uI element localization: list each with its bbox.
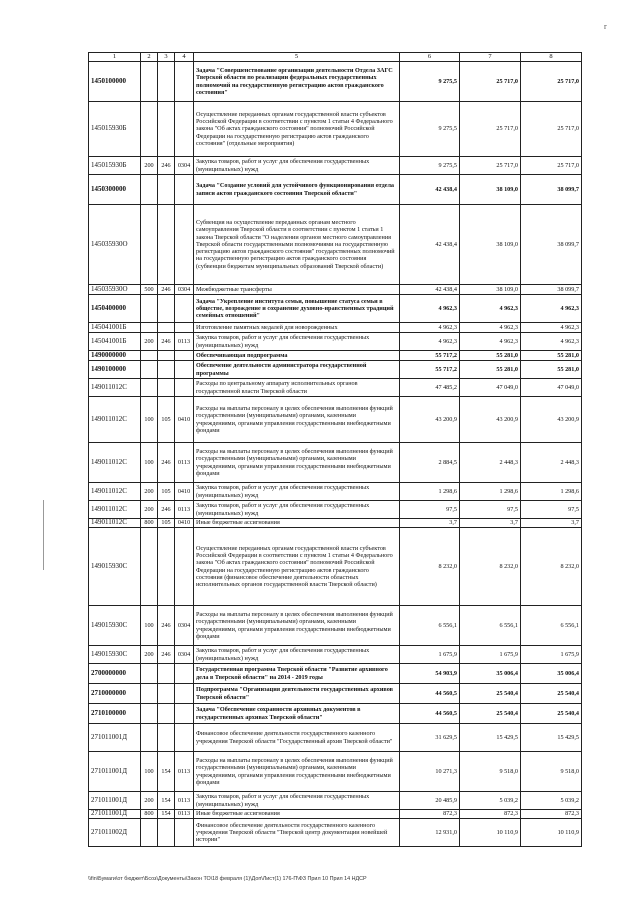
- table-row: [89, 810, 582, 819]
- amount-2015-cell: 47 485,2: [400, 379, 460, 397]
- subsection-cell: [158, 684, 175, 704]
- expense-type-cell: 0304: [175, 157, 194, 175]
- table-row: [89, 333, 582, 351]
- amount-2015-cell: 1 675,9: [400, 646, 460, 664]
- section-cell: [141, 351, 158, 361]
- code-cell: 149011012С: [89, 519, 141, 528]
- expense-type-cell: 0410: [175, 397, 194, 443]
- amount-2016-cell: 872,3: [460, 810, 521, 819]
- description-cell: Изготовление памятных медалей для новорожденных: [194, 323, 400, 333]
- amount-2016-cell: 25 717,0: [460, 102, 521, 157]
- amount-2016-cell: 10 110,9: [460, 819, 521, 847]
- amount-2016-cell: 15 429,5: [460, 724, 521, 752]
- table-row: [89, 519, 582, 528]
- table-row: [89, 684, 582, 704]
- code-cell: 1490000000: [89, 351, 141, 361]
- expense-type-cell: 0113: [175, 792, 194, 810]
- subsection-cell: 105: [158, 519, 175, 528]
- table-row: [89, 646, 582, 664]
- description-cell: Государственная программа Тверской области "Развитие архивного дела в Тверской области" на 2014 - 2019 годы: [194, 664, 400, 684]
- table-row: [89, 323, 582, 333]
- amount-2015-cell: 54 903,9: [400, 664, 460, 684]
- amount-2017-cell: 1 675,9: [521, 646, 582, 664]
- table-row: [89, 295, 582, 323]
- amount-2016-cell: 6 556,1: [460, 606, 521, 646]
- budget-table: [88, 52, 582, 847]
- code-cell: 1450400000: [89, 295, 141, 323]
- amount-2015-cell: 43 200,9: [400, 397, 460, 443]
- description-cell: Межбюджетные трансферты: [194, 285, 400, 295]
- subsection-cell: 246: [158, 285, 175, 295]
- description-cell: Субвенция на осуществление переданных органам местного самоуправления Тверской области в соответствии с пунктом 1 статьи 1 закона Тверской области "О наделении органов местного самоуправления Тверской области государственными полномочиями на государственную регистрацию актов гражданского состояния" государственных полномочий на государственную регистрацию актов гражданского состояния (субвенции бюджетам муниципальных образований Тверской области): [194, 205, 400, 285]
- description-cell: Закупка товаров, работ и услуг для обеспечения государственных (муниципальных) нужд: [194, 483, 400, 501]
- section-cell: 500: [141, 285, 158, 295]
- code-cell: 2710100000: [89, 704, 141, 724]
- expense-type-cell: [175, 379, 194, 397]
- subsection-cell: [158, 323, 175, 333]
- subsection-cell: [158, 819, 175, 847]
- code-cell: 149011012С: [89, 443, 141, 483]
- amount-2016-cell: 38 109,0: [460, 285, 521, 295]
- description-cell: Финансовое обеспечение деятельности государственного казенного учреждения Тверской области "Тверской центр документации новейшей истории": [194, 819, 400, 847]
- section-cell: 100: [141, 752, 158, 792]
- expense-type-cell: 0113: [175, 501, 194, 519]
- amount-2015-cell: 4 962,3: [400, 295, 460, 323]
- amount-2016-cell: 35 006,4: [460, 664, 521, 684]
- expense-type-cell: [175, 351, 194, 361]
- subsection-cell: 105: [158, 483, 175, 501]
- table-row: [89, 606, 582, 646]
- table-row: [89, 205, 582, 285]
- expense-type-cell: 0113: [175, 752, 194, 792]
- table-row: [89, 175, 582, 205]
- section-cell: 200: [141, 792, 158, 810]
- code-cell: 271011001Д: [89, 752, 141, 792]
- amount-2017-cell: 25 717,0: [521, 62, 582, 102]
- amount-2017-cell: 25 717,0: [521, 102, 582, 157]
- description-cell: Расходы по центральному аппарату исполнительных органов государственной власти Тверской области: [194, 379, 400, 397]
- section-cell: [141, 664, 158, 684]
- description-cell: Задача "Создание условий для устойчивого функционирования отдела записи актов гражданского состояния Тверской области": [194, 175, 400, 205]
- table-row: [89, 724, 582, 752]
- description-cell: Закупка товаров, работ и услуг для обеспечения государственных (муниципальных) нужд: [194, 792, 400, 810]
- description-cell: Иные бюджетные ассигнования: [194, 519, 400, 528]
- amount-2017-cell: 3,7: [521, 519, 582, 528]
- expense-type-cell: [175, 704, 194, 724]
- description-cell: Расходы на выплаты персоналу в целях обеспечения выполнения функций государственными (муниципальными) органами, казенными учреждениями, органами управления государственными внебюджетными фондами: [194, 397, 400, 443]
- amount-2015-cell: 9 275,5: [400, 62, 460, 102]
- code-cell: 145035930О: [89, 285, 141, 295]
- amount-2017-cell: 5 039,2: [521, 792, 582, 810]
- amount-2017-cell: 38 099,7: [521, 175, 582, 205]
- amount-2015-cell: 9 275,5: [400, 157, 460, 175]
- amount-2016-cell: 8 232,0: [460, 528, 521, 606]
- description-cell: Подпрограмма "Организация деятельности государственных архивов Тверской области": [194, 684, 400, 704]
- code-cell: 149011012С: [89, 397, 141, 443]
- expense-type-cell: 0113: [175, 333, 194, 351]
- column-number: 2: [141, 53, 158, 62]
- amount-2016-cell: 4 962,3: [460, 333, 521, 351]
- amount-2015-cell: 42 438,4: [400, 175, 460, 205]
- code-cell: 149015930С: [89, 646, 141, 664]
- table-row: [89, 819, 582, 847]
- amount-2016-cell: 25 717,0: [460, 157, 521, 175]
- description-cell: Осуществление переданных органам государственной власти субъектов Российской Федерации в соответствии с пунктом 1 статьи 4 Федерального закона "Об актах гражданского состояния" полномочий Российской Федерации на государственную регистрацию актов гражданского состояния" (отдельные мероприятия): [194, 102, 400, 157]
- amount-2016-cell: 55 281,0: [460, 361, 521, 379]
- section-cell: [141, 819, 158, 847]
- table-row: [89, 102, 582, 157]
- section-cell: 200: [141, 333, 158, 351]
- expense-type-cell: [175, 664, 194, 684]
- table-row: [89, 528, 582, 606]
- amount-2017-cell: 9 518,0: [521, 752, 582, 792]
- section-cell: 200: [141, 157, 158, 175]
- amount-2017-cell: 35 006,4: [521, 664, 582, 684]
- amount-2015-cell: 3,7: [400, 519, 460, 528]
- section-cell: 200: [141, 501, 158, 519]
- amount-2016-cell: 55 281,0: [460, 351, 521, 361]
- code-cell: 271011002Д: [89, 819, 141, 847]
- section-cell: 800: [141, 810, 158, 819]
- section-cell: [141, 295, 158, 323]
- code-cell: 271011001Д: [89, 724, 141, 752]
- code-cell: 149011012С: [89, 379, 141, 397]
- section-cell: [141, 175, 158, 205]
- amount-2016-cell: 25 717,0: [460, 62, 521, 102]
- subsection-cell: [158, 102, 175, 157]
- table-row: [89, 361, 582, 379]
- description-cell: Обеспечение деятельности администратора государственной программы: [194, 361, 400, 379]
- code-cell: 1450100000: [89, 62, 141, 102]
- subsection-cell: 154: [158, 810, 175, 819]
- amount-2017-cell: 25 540,4: [521, 684, 582, 704]
- expense-type-cell: [175, 684, 194, 704]
- code-cell: 2710000000: [89, 684, 141, 704]
- description-cell: Закупка товаров, работ и услуг для обеспечения государственных (муниципальных) нужд: [194, 157, 400, 175]
- code-cell: 145015930Б: [89, 157, 141, 175]
- expense-type-cell: [175, 819, 194, 847]
- subsection-cell: [158, 205, 175, 285]
- subsection-cell: [158, 664, 175, 684]
- amount-2015-cell: 10 271,3: [400, 752, 460, 792]
- amount-2017-cell: 25 540,4: [521, 704, 582, 724]
- amount-2016-cell: 5 039,2: [460, 792, 521, 810]
- description-cell: Расходы на выплаты персоналу в целях обеспечения выполнения функций государственными (муниципальными) органами, казенными учреждениями, органами управления государственными внебюджетными фондами: [194, 443, 400, 483]
- section-cell: [141, 684, 158, 704]
- section-cell: [141, 62, 158, 102]
- code-cell: 271011001Д: [89, 792, 141, 810]
- amount-2015-cell: 6 556,1: [400, 606, 460, 646]
- amount-2016-cell: 97,5: [460, 501, 521, 519]
- subsection-cell: [158, 704, 175, 724]
- subsection-cell: [158, 351, 175, 361]
- expense-type-cell: [175, 528, 194, 606]
- amount-2017-cell: 4 962,3: [521, 295, 582, 323]
- description-cell: Закупка товаров, работ и услуг для обеспечения государственных (муниципальных) нужд: [194, 646, 400, 664]
- section-cell: [141, 724, 158, 752]
- section-cell: 200: [141, 483, 158, 501]
- code-cell: 2700000000: [89, 664, 141, 684]
- section-cell: [141, 323, 158, 333]
- expense-type-cell: 0304: [175, 646, 194, 664]
- table-row: [89, 792, 582, 810]
- section-cell: 800: [141, 519, 158, 528]
- table-row: [89, 285, 582, 295]
- description-cell: Расходы на выплаты персоналу в целях обеспечения выполнения функций государственными (муниципальными) органами, казенными учреждениями, органами управления государственными внебюджетными фондами: [194, 606, 400, 646]
- section-cell: [141, 102, 158, 157]
- expense-type-cell: 0410: [175, 483, 194, 501]
- code-cell: 1490100000: [89, 361, 141, 379]
- subsection-cell: [158, 724, 175, 752]
- amount-2016-cell: 4 962,3: [460, 295, 521, 323]
- subsection-cell: [158, 528, 175, 606]
- corner-mark: r: [604, 22, 607, 31]
- code-cell: 145035930О: [89, 205, 141, 285]
- subsection-cell: 105: [158, 397, 175, 443]
- expense-type-cell: [175, 62, 194, 102]
- amount-2015-cell: 31 629,5: [400, 724, 460, 752]
- column-number: 8: [521, 53, 582, 62]
- amount-2017-cell: 43 200,9: [521, 397, 582, 443]
- subsection-cell: [158, 361, 175, 379]
- amount-2015-cell: 42 438,4: [400, 205, 460, 285]
- description-cell: Осуществление переданных органам государственной власти субъектов Российской Федерации в соответствии с пунктом 1 статьи 4 Федерального закона "Об актах гражданского состояния" полномочий Российской Федерации на государственную регистрацию актов гражданского состояния (финансовое обеспечение деятельности областных исполнительных органов государственной власти Тверской области): [194, 528, 400, 606]
- section-cell: 200: [141, 646, 158, 664]
- table-row: [89, 704, 582, 724]
- subsection-cell: [158, 175, 175, 205]
- description-cell: Задача "Совершенствование организации деятельности Отдела ЗАГС Тверской области по реализации федеральных государственных полномочий на государственную регистрацию актов гражданского состояния": [194, 62, 400, 102]
- code-cell: 145041001Б: [89, 333, 141, 351]
- description-cell: Закупка товаров, работ и услуг для обеспечения государственных (муниципальных) нужд: [194, 501, 400, 519]
- amount-2015-cell: 44 560,5: [400, 704, 460, 724]
- amount-2016-cell: 3,7: [460, 519, 521, 528]
- scan-edge-mark: [43, 500, 44, 570]
- amount-2016-cell: 38 109,0: [460, 175, 521, 205]
- expense-type-cell: 0410: [175, 519, 194, 528]
- subsection-cell: 246: [158, 333, 175, 351]
- table-row: [89, 483, 582, 501]
- amount-2016-cell: 4 962,3: [460, 323, 521, 333]
- amount-2015-cell: 55 717,2: [400, 351, 460, 361]
- expense-type-cell: [175, 102, 194, 157]
- amount-2015-cell: 4 962,3: [400, 333, 460, 351]
- expense-type-cell: [175, 361, 194, 379]
- amount-2017-cell: 38 099,7: [521, 285, 582, 295]
- amount-2016-cell: 25 540,4: [460, 684, 521, 704]
- amount-2017-cell: 1 298,6: [521, 483, 582, 501]
- expense-type-cell: 0113: [175, 810, 194, 819]
- amount-2015-cell: 1 298,6: [400, 483, 460, 501]
- amount-2017-cell: 55 281,0: [521, 351, 582, 361]
- amount-2015-cell: 20 485,9: [400, 792, 460, 810]
- amount-2017-cell: 55 281,0: [521, 361, 582, 379]
- amount-2017-cell: 15 429,5: [521, 724, 582, 752]
- expense-type-cell: [175, 724, 194, 752]
- amount-2016-cell: 1 675,9: [460, 646, 521, 664]
- amount-2017-cell: 97,5: [521, 501, 582, 519]
- amount-2015-cell: 9 275,5: [400, 102, 460, 157]
- expense-type-cell: [175, 205, 194, 285]
- subsection-cell: [158, 62, 175, 102]
- amount-2017-cell: 2 448,3: [521, 443, 582, 483]
- subsection-cell: 154: [158, 752, 175, 792]
- amount-2016-cell: 38 109,0: [460, 205, 521, 285]
- amount-2016-cell: 1 298,6: [460, 483, 521, 501]
- code-cell: 149011012С: [89, 501, 141, 519]
- expense-type-cell: [175, 175, 194, 205]
- table-row: [89, 664, 582, 684]
- table-header-row: [89, 53, 582, 62]
- subsection-cell: [158, 295, 175, 323]
- description-cell: Обеспечивающая подпрограмма: [194, 351, 400, 361]
- section-cell: 100: [141, 397, 158, 443]
- amount-2017-cell: 6 556,1: [521, 606, 582, 646]
- table-row: [89, 379, 582, 397]
- amount-2016-cell: 2 448,3: [460, 443, 521, 483]
- table-row: [89, 752, 582, 792]
- amount-2017-cell: 4 962,3: [521, 323, 582, 333]
- section-cell: [141, 528, 158, 606]
- subsection-cell: 246: [158, 443, 175, 483]
- table-row: [89, 351, 582, 361]
- expense-type-cell: [175, 323, 194, 333]
- table-row: [89, 397, 582, 443]
- amount-2016-cell: 43 200,9: [460, 397, 521, 443]
- amount-2015-cell: 97,5: [400, 501, 460, 519]
- amount-2017-cell: 38 099,7: [521, 205, 582, 285]
- code-cell: 1450300000: [89, 175, 141, 205]
- section-cell: [141, 361, 158, 379]
- subsection-cell: 246: [158, 646, 175, 664]
- amount-2017-cell: 47 049,0: [521, 379, 582, 397]
- code-cell: 145041001Б: [89, 323, 141, 333]
- amount-2015-cell: 2 884,5: [400, 443, 460, 483]
- table-row: [89, 62, 582, 102]
- amount-2015-cell: 12 931,0: [400, 819, 460, 847]
- description-cell: Финансовое обеспечение деятельности государственного казенного учреждения Тверской области "Государственный архив Тверской области": [194, 724, 400, 752]
- amount-2016-cell: 9 518,0: [460, 752, 521, 792]
- code-cell: 271011001Д: [89, 810, 141, 819]
- expense-type-cell: 0304: [175, 285, 194, 295]
- amount-2015-cell: 42 438,4: [400, 285, 460, 295]
- table-row: [89, 157, 582, 175]
- description-cell: Иные бюджетные ассигнования: [194, 810, 400, 819]
- section-cell: 100: [141, 606, 158, 646]
- section-cell: [141, 704, 158, 724]
- column-number: 4: [175, 53, 194, 62]
- amount-2016-cell: 25 540,4: [460, 704, 521, 724]
- description-cell: Задача "Обеспечение сохранности архивных документов в государственных архивах Тверской области": [194, 704, 400, 724]
- code-cell: 149015930С: [89, 528, 141, 606]
- expense-type-cell: 0304: [175, 606, 194, 646]
- subsection-cell: 246: [158, 157, 175, 175]
- amount-2017-cell: 4 962,3: [521, 333, 582, 351]
- amount-2015-cell: 44 560,5: [400, 684, 460, 704]
- subsection-cell: [158, 379, 175, 397]
- amount-2016-cell: 47 049,0: [460, 379, 521, 397]
- code-cell: 149011012С: [89, 483, 141, 501]
- amount-2015-cell: 55 717,2: [400, 361, 460, 379]
- amount-2017-cell: 872,3: [521, 810, 582, 819]
- amount-2017-cell: 8 232,0: [521, 528, 582, 606]
- subsection-cell: 246: [158, 501, 175, 519]
- code-cell: 145015930Б: [89, 102, 141, 157]
- column-number: 7: [460, 53, 521, 62]
- column-number: 6: [400, 53, 460, 62]
- amount-2017-cell: 10 110,9: [521, 819, 582, 847]
- amount-2015-cell: 8 232,0: [400, 528, 460, 606]
- section-cell: [141, 205, 158, 285]
- section-cell: [141, 379, 158, 397]
- expense-type-cell: [175, 295, 194, 323]
- expense-type-cell: 0113: [175, 443, 194, 483]
- description-cell: Задача "Укрепление института семьи, повышение статуса семьи в обществе, возрождение и сохранение духовно-нравственных традиций семейных отношений": [194, 295, 400, 323]
- file-path-footer: \\fin\Бумаги\от бюджет\Бсоз\Документы\Закон ТО\18 февраля (1)\Доп\Лист(1) 176-П\ФЗ Прил 10 Прил 14 НДСР: [88, 876, 367, 882]
- section-cell: 100: [141, 443, 158, 483]
- description-cell: Закупка товаров, работ и услуг для обеспечения государственных (муниципальных) нужд: [194, 333, 400, 351]
- column-number: 1: [89, 53, 141, 62]
- amount-2015-cell: 4 962,3: [400, 323, 460, 333]
- table-row: [89, 443, 582, 483]
- description-cell: Расходы на выплаты персоналу в целях обеспечения выполнения функций государственными (муниципальными) органами, казенными учреждениями, органами управления государственными внебюджетными фондами: [194, 752, 400, 792]
- column-number: 5: [194, 53, 400, 62]
- subsection-cell: 154: [158, 792, 175, 810]
- amount-2015-cell: 872,3: [400, 810, 460, 819]
- subsection-cell: 246: [158, 606, 175, 646]
- amount-2017-cell: 25 717,0: [521, 157, 582, 175]
- code-cell: 149015930С: [89, 606, 141, 646]
- table-row: [89, 501, 582, 519]
- column-number: 3: [158, 53, 175, 62]
